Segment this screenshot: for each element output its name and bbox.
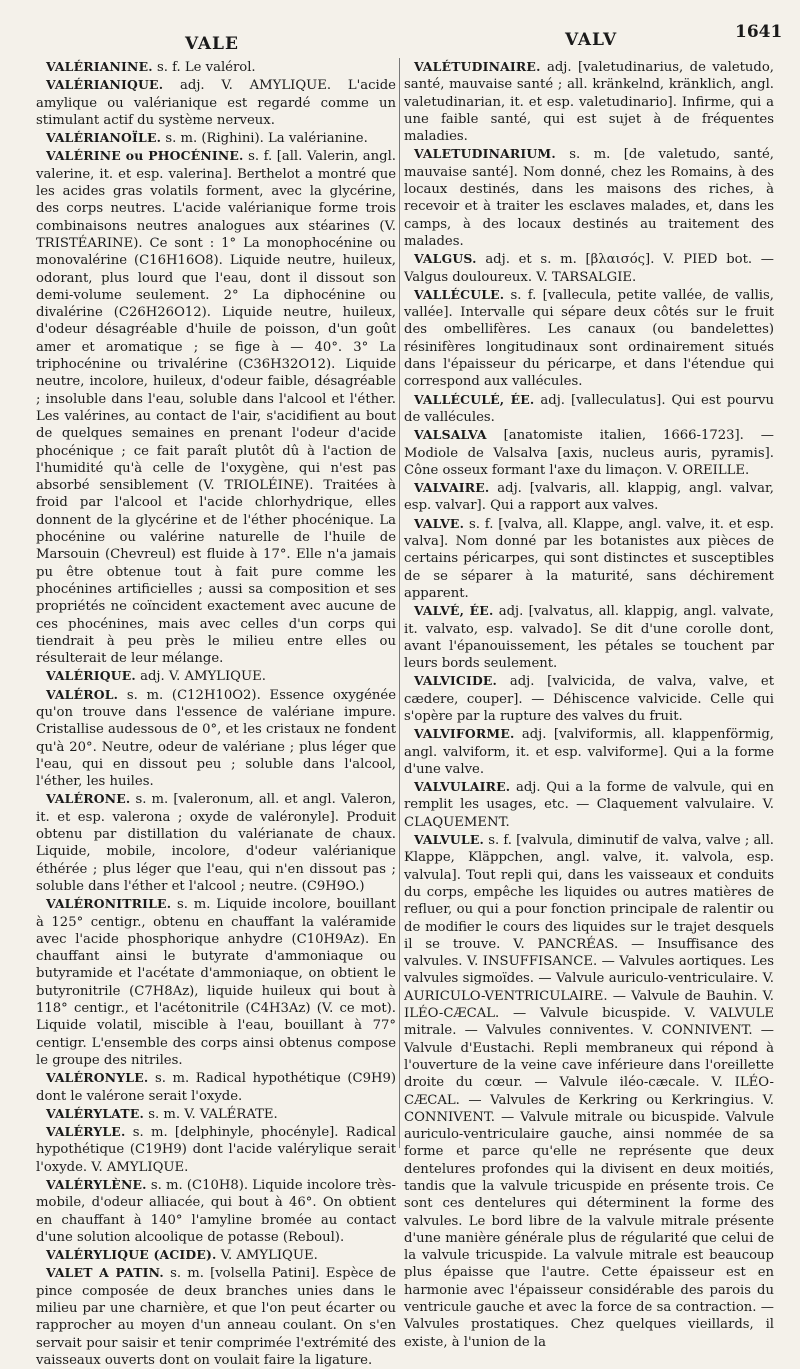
entry-definition: s. f. Le valérol.	[156, 60, 256, 75]
entry-headword: VALÉRONE.	[46, 791, 131, 807]
entry-headword: VALSALVA	[414, 427, 487, 443]
running-head-right: VALV	[565, 30, 618, 50]
entry-definition: adj. [valviformis, all. klappenförmig, angl. valviform, it. et esp. valviforme]. Qui a la forme d'une valve.	[404, 727, 774, 777]
entry-headword: VALVÉ, ÉE.	[414, 603, 494, 619]
entry-definition: s. m. [valeronum, all. et angl. Valeron, it. et esp. valerona ; oxyde de valéronyle]. Produit obtenu par distillation du valérianate de chaux. Liquide, mobile, incolore, d'odeur valérianique éthérée ; plus léger que l'eau, qui n'en dissout pas ; soluble dans l'éther et l'alcool ; neutre. (C9H9O.)	[36, 792, 396, 894]
dictionary-entry	[404, 831, 774, 1351]
entry-definition: adj. et s. m. [βλαισός]. V. PIED bot. — Valgus douloureux. V. TARSALGIE.	[404, 252, 774, 285]
entry-headword: VALVAIRE.	[414, 480, 490, 496]
entry-definition: adj. [valleculatus]. Qui est pourvu de vallécules.	[404, 392, 774, 425]
entry-headword: VALÉRIANIQUE.	[46, 77, 164, 93]
dictionary-entry	[36, 895, 396, 1069]
dictionary-entry	[36, 129, 396, 147]
dictionary-entry	[36, 58, 396, 76]
entry-definition: adj. V. AMYLIQUE.	[140, 669, 266, 685]
entry-definition: [anatomiste italien, 1666-1723]. — Modiole de Valsalva [axis, nucleus auris, pyramis]. Cône osseux formant l'axe du limaçon. V. OREILLE.	[404, 428, 774, 478]
entry-headword: VALLÉCULÉ, ÉE.	[414, 391, 535, 407]
dictionary-entry	[36, 1176, 396, 1246]
dictionary-entry	[404, 515, 774, 602]
entry-headword: VALVULE.	[414, 832, 484, 848]
dictionary-entry	[404, 725, 774, 778]
entry-definition: s. m. (C12H10O2). Essence oxygénée qu'on trouve dans l'essence de valériane impure. Cristallise audessous de 0°, et les cristaux ne fondent qu'à 20°. Neutre, odeur de valériane ; plus léger que l'eau, qui en dissout peu ; soluble dans l'alcool, l'éther, les huiles.	[36, 687, 396, 790]
entry-headword: VALÉRINE ou PHOCÉNINE.	[46, 148, 244, 164]
entry-headword: VALÉROL.	[46, 686, 119, 702]
entry-definition: s. f. [valvula, diminutif de valva, valve ; all. Klappe, Kläppchen, angl. valve, it. valvola, esp. valvula]. Tout repli qui, dans les vaisseaux et conduits du corps, empêche les liquides ou autres matières de refluer, ou qui a pour fonction principale de ralentir ou de modifier le cours des liquides sur le trajet desquels il se trouve. V. PANCRÉAS. — Insuffisance des valvules. V. INSUFFISANCE. — Valvules aortiques. Les valvules sigmoïdes. — Valvule auriculo-ventriculaire. V. AURICULO-VENTRICULAIRE. — Valvule de Bauhin. V. ILÉO-CÆCAL. — Valvule bicuspide. V. VALVULE mitrale. — Valvules conniventes. V. CONNIVENT. — Valvule d'Eustachi. Repli membraneux qui répond à l'ouverture de la veine cave inférieure dans l'oreillette droite du cœur. — Valvule iléo-cæcale. V. ILÉO-CÆCAL. — Valvules de Kerkring ou Kerkringius. V. CONNIVENT. — Valvule mitrale ou bicuspide. Valvule auriculo-ventriculaire gauche, ainsi nommée de sa forme et parce qu'elle ne représente que deux dentelures profondes qui la divisent en deux moitiés, tandis que la valvule tricuspide en présente trois. Ce sont ces dentelures qui déterminent la forme des valvules. Le bord libre de la valvule mitrale présente d'une manière générale plus de régularité que celui de la valvule tricuspide. La valvule mitrale est beaucoup plus épaisse que l'autre. Cette épaisseur est en harmonie avec l'épaisseur considérable des parois du ventricule gauche et avec la force de sa contraction. — Valvules prostatiques. Chez quelques vieillards, il existe, à l'union de la	[404, 833, 774, 1350]
entry-definition: s. m. [de valetudo, santé, mauvaise santé]. Nom donné, chez les Romains, à des locaux destinés, dans les maisons des riches, à recevoir et à traiter les esclaves malades, et, dans les camps, à des locaux destinés au traitement des malades.	[404, 147, 775, 249]
entry-definition: s. m. Liquide incolore, bouillant à 125° centigr., obtenu en chauffant la valéramide avec l'acide phosphorique anhydre (C10H9Az). En chauffant ainsi le butyrate d'ammoniaque ou butyramide et l'acétate d'ammoniaque, on obtient le butyronitrile (C7H8Az), liquide huileux qui bout à 118° centigr., et l'acétonitrile (C4H3Az) (V. ce mot). Liquide volatil, miscible à l'eau, bouillant à 77° centigr. L'ensemble des corps ainsi obtenus compose le groupe des nitriles.	[36, 897, 396, 1068]
dictionary-entry	[404, 672, 774, 725]
entry-headword: VALGUS.	[414, 251, 477, 267]
dictionary-entry	[36, 76, 396, 129]
dictionary-entry	[36, 667, 396, 685]
dictionary-entry	[36, 1069, 396, 1105]
entry-definition: adj. [valetudinarius, de valetudo, santé, mauvaise santé ; all. kränkelnd, kränklich, angl. valetudinarian, it. et esp. valetudinario]. Infirme, qui a une faible santé, qui est sujet à de fréquentes maladies.	[404, 60, 774, 145]
column-divider	[399, 58, 400, 1148]
entry-definition: adj. [valvicida, de valva, valve, et cædere, couper]. — Déhiscence valvicide. Celle qui s'opère par la rupture des valves du fruit.	[404, 674, 774, 724]
dictionary-entry	[404, 250, 774, 286]
dictionary-entry	[404, 145, 774, 250]
entry-headword: VALÉRYLÈNE.	[46, 1177, 147, 1192]
running-head-left: VALE	[185, 34, 239, 54]
dictionary-entry	[36, 1246, 396, 1264]
entry-headword: VALÉRIANINE.	[46, 59, 153, 74]
entry-headword: VALÉRONYLE.	[46, 1070, 149, 1086]
entry-headword: VALLÉCULE.	[414, 286, 505, 302]
entry-headword: VALÉRYLIQUE (ACIDE).	[46, 1247, 217, 1263]
dictionary-entry	[36, 1123, 396, 1176]
entry-definition: s. m. V. VALÉRATE.	[148, 1106, 278, 1122]
dictionary-entry	[404, 391, 774, 427]
entry-definition: V. AMYLIQUE.	[220, 1248, 318, 1264]
entry-headword: VALVICIDE.	[414, 673, 498, 689]
entry-headword: VALET A PATIN.	[46, 1265, 164, 1281]
entry-headword: VALÉTUDINAIRE.	[414, 59, 541, 74]
entry-definition: adj. [valvatus, all. klappig, angl. valvate, it. valvato, esp. valvado]. Se dit d'une corolle dont, avant l'épanouissement, les pétales se touchent par leurs bords seulement.	[404, 604, 774, 672]
entry-definition: s. m. (Righini). La valérianine.	[165, 131, 368, 147]
left-column	[36, 58, 396, 1368]
dictionary-entry	[404, 286, 774, 391]
entry-headword: VALÉRYLE.	[46, 1124, 126, 1140]
dictionary-entry	[36, 790, 396, 895]
dictionary-entry	[404, 479, 774, 515]
dictionary-entry	[404, 602, 774, 672]
entry-definition: s. m. Radical hypothétique (C9H9) dont le valérone serait l'oxyde.	[36, 1071, 396, 1104]
entry-definition: s. m. [delphinyle, phocényle]. Radical hypothétique (C19H9) dont l'acide valérylique serait l'oxyde. V. AMYLIQUE.	[36, 1125, 396, 1175]
entry-definition: s. f. [valva, all. Klappe, angl. valve, it. et esp. valva]. Nom donné par les botanistes aux pièces de certains péricarpes, qui sont distinctes et susceptibles de se séparer à la maturité, sans déchirement apparent.	[404, 516, 774, 601]
dictionary-entry	[36, 686, 396, 791]
entry-headword: VALÉRIANOÏLE.	[46, 130, 162, 146]
dictionary-entry	[404, 778, 774, 831]
page-number: 1641	[735, 22, 783, 42]
entry-definition: adj. V. AMYLIQUE. L'acide amylique ou valérianique est regardé comme un stimulant actif du système nerveux.	[36, 78, 396, 128]
right-column	[404, 58, 775, 1350]
entry-headword: VALÉRYLATE.	[46, 1105, 145, 1121]
entry-headword: VALÉRIQUE.	[46, 668, 136, 684]
dictionary-entry	[36, 1264, 396, 1369]
entry-headword: VALÉRONITRILE.	[46, 896, 172, 912]
entry-definition: adj. Qui a la forme de valvule, qui en remplit les usages, etc. — Claquement valvulaire. V. CLAQUEMENT.	[404, 780, 774, 830]
entry-definition: s. f. [all. Valerin, angl. valerine, it. et esp. valerina]. Berthelot a montré que les acides gras volatils forment, avec la glycérine, des corps neutres. L'acide valérianique forme trois combinaisons neutres analogues aux stéarines (V. TRISTÉARINE). Ce sont : 1° La monophocénine ou monovalérine (C16H16O8). Liquide neutre, huileux, odorant, plus lourd que l'eau, dont il dissout son demi-volume seulement. 2° La diphocénine ou divalérine (C26H26O12). Liquide neutre, huileux, d'odeur désagréable d'huile de poisson, d'un goût amer et aromatique ; se fige à — 40°. 3° La triphocénine ou trivalérine (C36H32O12). Liquide neutre, incolore, huileux, d'odeur faible, désagréable ; insoluble dans l'eau, soluble dans l'alcool et l'éther. Les valérines, au contact de l'air, s'acidifient au bout de quelques semaines en prenant l'odeur d'acide phocénique ; ce fait paraît plutôt dû à l'action de l'humidité qu'à celle de l'oxygène, qui n'est pas absorbé sensiblement (V. TRIOLÉINE). Traitées à froid par l'alcool et l'acide chlorhydrique, elles donnent de la glycérine et de l'éther phocénique. La phocénine ou valérine naturelle de l'huile de Marsouin (Chevreul) est fluide à 17°. Elle n'a jamais pu être obtenue tout à fait pure comme les phocénines artificielles ; aussi sa composition et ses propriétés ne coïncident exactement avec aucune de ces phocénines, mais avec celles d'un corps qui tiendrait à peu près le milieu entre elles ou résulterait de leur mélange.	[36, 149, 396, 667]
entry-headword: VALVE.	[414, 515, 465, 531]
dictionary-entry	[404, 426, 774, 479]
entry-definition: s. m. [volsella Patini]. Espèce de pince composée de deux branches unies dans le milieu par une charnière, et que l'on peut écarter ou rapprocher au moyen d'un anneau coulant. On s'en servait pour saisir et tenir comprimée l'extrémité des vaisseaux ouverts dont on voulait faire la ligature.	[36, 1266, 396, 1368]
entry-headword: VALVIFORME.	[414, 726, 515, 742]
entry-definition: s. f. [vallecula, petite vallée, de vallis, vallée]. Intervalle qui sépare deux côtés sur le fruit des ombellifères. Les canaux (ou bandelettes) résinifères longitudinaux sont ordinairement situés dans l'épaisseur du péricarpe, et dans l'étendue qui correspond aux vallécules.	[404, 287, 774, 390]
entry-definition: adj. [valvaris, all. klappig, angl. valvar, esp. valvar]. Qui a rapport aux valves.	[404, 481, 774, 514]
dictionary-entry	[404, 58, 774, 145]
entry-headword: VALVULAIRE.	[414, 779, 511, 795]
dictionary-entry	[36, 1105, 396, 1123]
dictionary-entry	[36, 147, 396, 667]
entry-headword: VALETUDINARIUM.	[414, 146, 556, 162]
entry-definition: s. m. (C10H8). Liquide incolore très-mobile, d'odeur alliacée, qui bout à 46°. On obtient en chauffant à 140° l'amyline bromée au contact d'une solution alcoolique de potasse (Reboul).	[36, 1178, 396, 1245]
